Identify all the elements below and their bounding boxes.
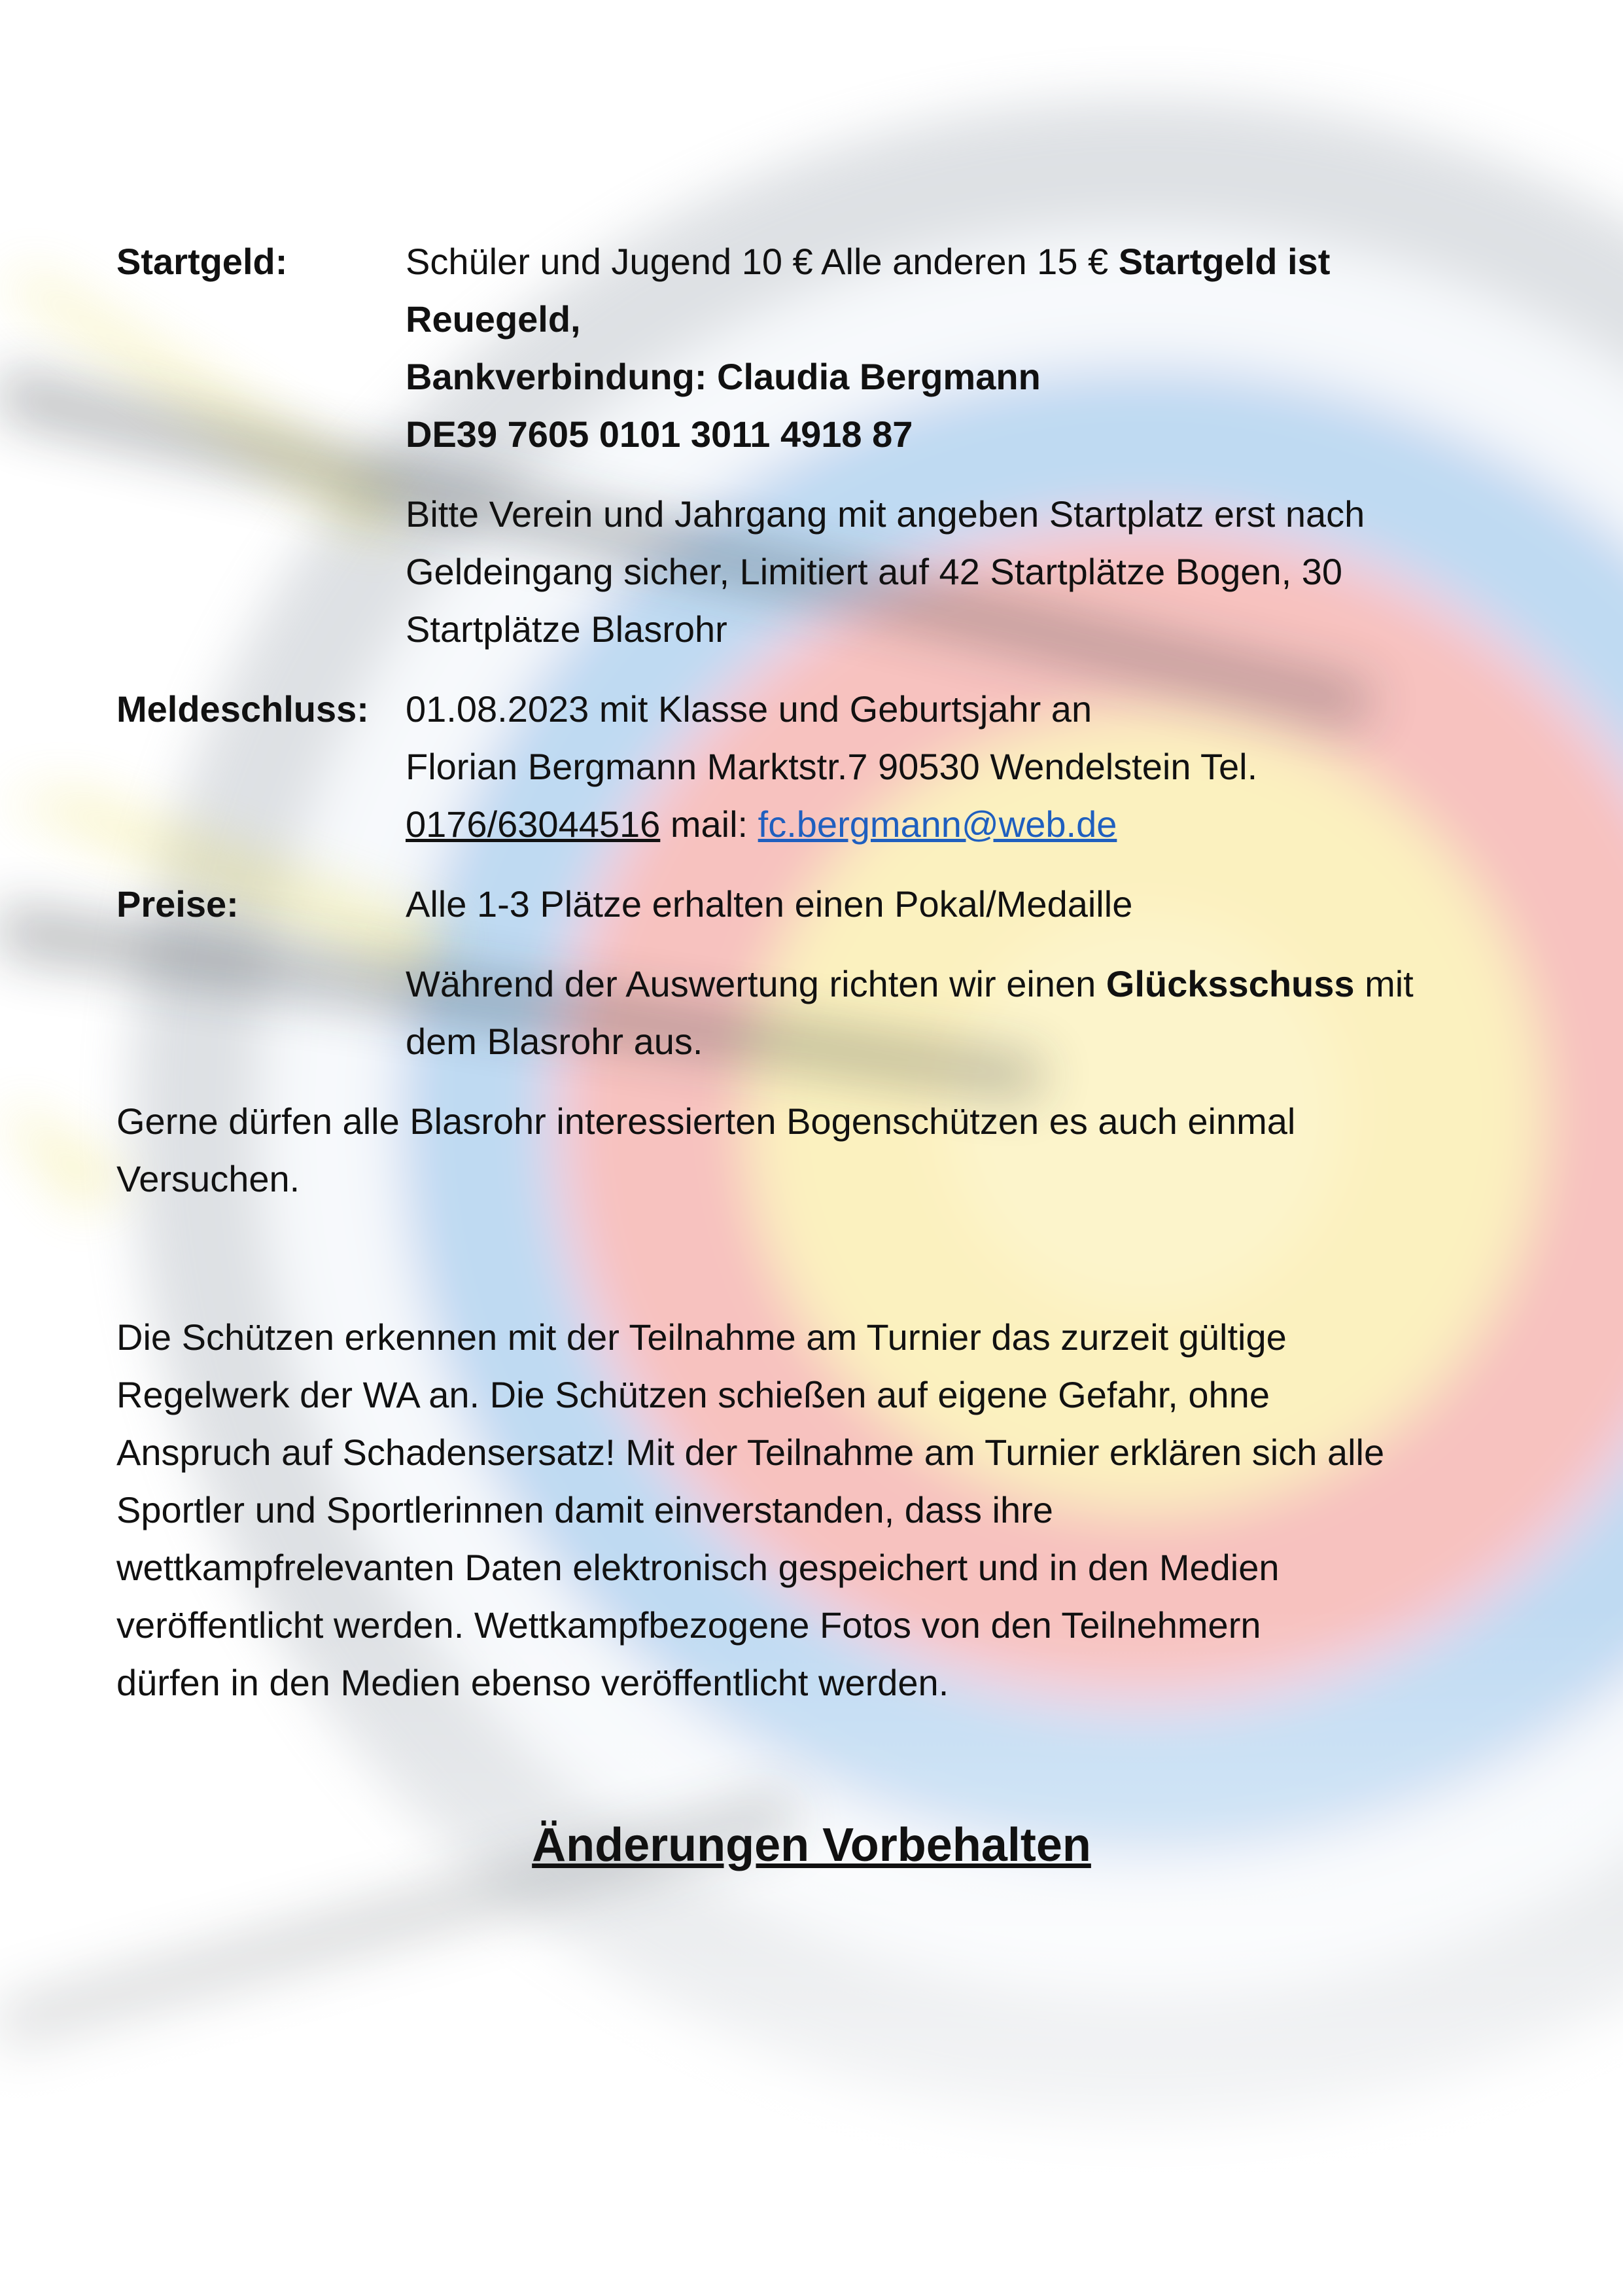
bank-connection: Bankverbindung: Claudia Bergmann: [406, 356, 1041, 397]
startgeld-bold: Startgeld ist: [1118, 241, 1331, 282]
preise-line-3: dem Blasrohr aus.: [406, 1021, 703, 1062]
phone-number[interactable]: 0176/63044516: [406, 804, 661, 845]
invitation-line-1: Gerne dürfen alle Blasrohr interessierten Bogenschützen es auch einmal: [116, 1101, 1296, 1142]
gluecksschuss: Glücksschuss: [1106, 963, 1355, 1004]
preise-line-2-end: mit: [1354, 963, 1414, 1004]
startgeld-fees: Schüler und Jugend 10 € Alle anderen 15 €: [406, 241, 1119, 282]
iban: DE39 7605 0101 3011 4918 87: [406, 414, 913, 455]
startgeld-note-line-2: Geldeingang sicher, Limitiert auf 42 Startplätze Bogen, 30: [406, 551, 1342, 592]
startgeld-label: Startgeld:: [116, 241, 288, 282]
preise-line-1: Alle 1-3 Plätze erhalten einen Pokal/Medaille: [406, 883, 1133, 925]
meldeschluss-date: 01.08.2023 mit Klasse und Geburtsjahr an: [406, 688, 1092, 730]
rules-line-4: Sportler und Sportlerinnen damit einverstanden, dass ihre: [116, 1489, 1053, 1530]
rules-line-3: Anspruch auf Schadensersatz! Mit der Teilnahme am Turnier erklären sich alle: [116, 1432, 1385, 1473]
preise-line-2: [406, 955, 1414, 1013]
rules-line-6: veröffentlicht werden. Wettkampfbezogene Fotos von den Teilnehmern: [116, 1604, 1261, 1646]
meldeschluss-label: Meldeschluss:: [116, 688, 369, 730]
startgeld-note-line-1: Bitte Verein und Jahrgang mit angeben Startplatz erst nach: [406, 493, 1365, 535]
rules-line-7: dürfen in den Medien ebenso veröffentlicht werden.: [116, 1662, 949, 1703]
startgeld-reuegeld: Reuegeld,: [406, 298, 581, 340]
meldeschluss-address: Florian Bergmann Marktstr.7 90530 Wendelstein Tel.: [406, 746, 1258, 787]
meldeschluss-contact: [406, 796, 1117, 853]
preise-label: Preise:: [116, 883, 239, 925]
email-link[interactable]: fc.bergmann@web.de: [758, 804, 1117, 845]
rules-line-5: wettkampfrelevanten Daten elektronisch gespeichert und in den Medien: [116, 1547, 1280, 1588]
footer-title: Änderungen Vorbehalten: [532, 1819, 1091, 1871]
rules-line-1: Die Schützen erkennen mit der Teilnahme am Turnier das zurzeit gültige: [116, 1316, 1287, 1358]
mail-label: mail:: [660, 804, 758, 845]
rules-line-2: Regelwerk der WA an. Die Schützen schießen auf eigene Gefahr, ohne: [116, 1374, 1270, 1415]
invitation-line-2: Versuchen.: [116, 1158, 300, 1199]
preise-line-2-text: Während der Auswertung richten wir einen: [406, 963, 1106, 1004]
startgeld-line-1: [406, 233, 1330, 291]
startgeld-note-line-3: Startplätze Blasrohr: [406, 609, 727, 650]
